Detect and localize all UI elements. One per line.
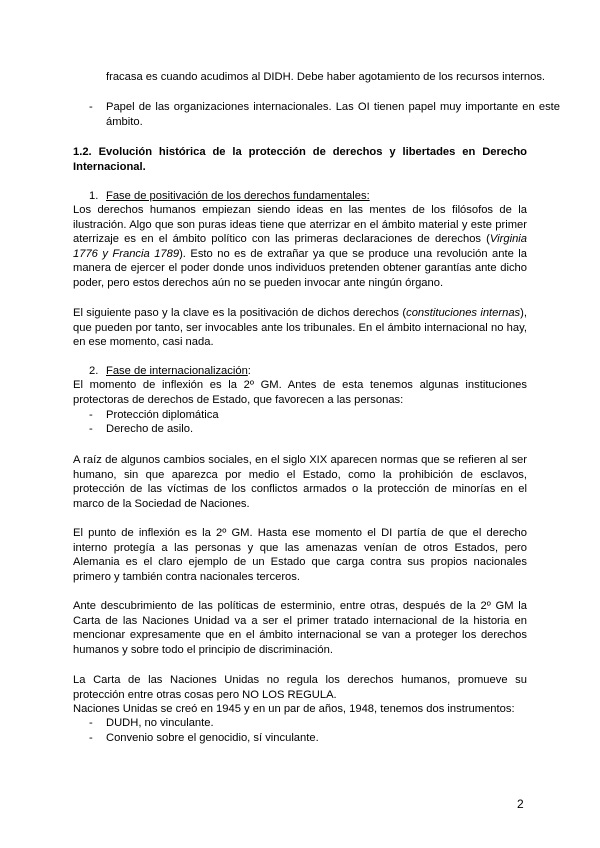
paragraph: Ante descubrimiento de las políticas de esterminio, entre otras, después de la 2º GM la Carta de las Naciones Unidad va a ser el primer tratado internacional de la historia en mencionar expresamente que en el ámbito internacional se van a proteger los derechos humanos y sobre todo el principio de discriminación. bbox=[73, 600, 527, 656]
bullet-dash: - bbox=[89, 732, 93, 744]
continuation-text: fracasa es cuando acudimos al DIDH. Debe haber agotamiento de los recursos internos. bbox=[106, 71, 546, 83]
list-item bbox=[73, 716, 560, 731]
list-item-text: DUDH, no vinculante. bbox=[106, 717, 214, 729]
bullet-dash: - bbox=[89, 423, 93, 435]
list-item-text: Derecho de asilo. bbox=[106, 423, 194, 435]
paragraph: El punto de inflexión es la 2º GM. Hasta ese momento el DI partía de que el derecho interno protegía a las personas y que las amenazas venían de otros Estados, pero Alemania es el claro ejemplo de un Estado que carga contra sus propios nacionales primero y también contra nacionales terceros. bbox=[73, 527, 527, 583]
subsection-number: 1. bbox=[89, 190, 99, 202]
list-item-text: Convenio sobre el genocidio, sí vinculante. bbox=[106, 732, 319, 744]
paragraph: La Carta de las Naciones Unidas no regula los derechos humanos, promueve su protección entre otras cosas pero NO LOS REGULA. Naciones Unidas se creó en 1945 y en un par de años, 1948, tenemos dos instrumentos: bbox=[73, 674, 527, 715]
subsection-title-1 bbox=[73, 189, 527, 204]
section-heading: 1.2. Evolución histórica de la protección de derechos y libertades en Derecho Internacional. bbox=[73, 146, 527, 173]
list-item bbox=[73, 422, 560, 437]
list-item bbox=[73, 408, 560, 423]
list-item-continuation bbox=[73, 70, 560, 85]
list-item bbox=[73, 100, 560, 129]
subsection-title: Fase de positivación de los derechos fundamentales: bbox=[106, 190, 370, 202]
bullet-dash: - bbox=[89, 101, 93, 113]
list-item-text: Papel de las organizaciones internacionales. Las OI tienen papel muy importante en este ámbito. bbox=[106, 101, 560, 128]
subsection-title: Fase de internacionalización bbox=[106, 365, 248, 377]
list-item-text: Protección diplomática bbox=[106, 409, 219, 421]
page-number: 2 bbox=[517, 797, 524, 811]
citation: constituciones internas bbox=[406, 307, 521, 319]
subsection-number: 2. bbox=[89, 365, 99, 377]
heading-text: 1.2. Evolución histórica de la protección de derechos y libertades en Derecho Internacional bbox=[73, 146, 527, 173]
bullet-dash: - bbox=[89, 409, 93, 421]
bullet-dash: - bbox=[89, 717, 93, 729]
subsection-title-2: 2. Fase de internacionalización: bbox=[89, 365, 251, 377]
citation: Virginia 1776 y Francia 1789 bbox=[73, 233, 527, 260]
list-item bbox=[73, 731, 560, 746]
paragraph: A raíz de algunos cambios sociales, en el siglo XIX aparecen normas que se refieren al ser humano, sin que aparezca por medio el Estado, como la prohibición de esclavos, protección de las víctimas de los conflictos armados o la protección de minorías en el marco de la Sociedad de Naciones. bbox=[73, 454, 527, 510]
paragraph: El momento de inflexión es la 2º GM. Antes de esta tenemos algunas instituciones protectoras de derechos de Estado, que favorecen a las personas: bbox=[73, 379, 527, 406]
paragraph: El siguiente paso y la clave es la positivación de dichos derechos (constituciones internas), que pueden por tanto, ser invocables ante los tribunales. En el ámbito internacional no hay, en ese momento, casi nada. bbox=[73, 307, 527, 348]
paragraph: Los derechos humanos empiezan siendo ideas en las mentes de los filósofos de la ilustración. Algo que son puras ideas tiene que aterrizar en el ámbito material y este primer aterrizaje es en el ámbito político con las primeras declaraciones de derechos (Virginia 1776 y Francia 1789). Esto no es de extrañar ya que se produce una revolución ante la manera de ejercer el poder donde unos individuos pretenden obtener garantías ante dicho poder, pero estos derechos aún no se pueden invocar ante ningún órgano. bbox=[73, 204, 527, 289]
